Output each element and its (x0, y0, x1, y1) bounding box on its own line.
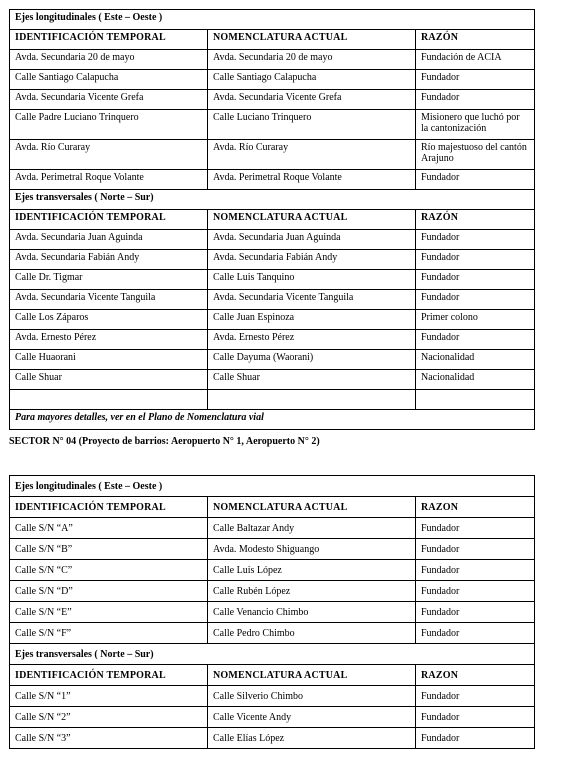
table2-body (10, 476, 535, 749)
table-row (10, 350, 535, 370)
header-row (10, 665, 535, 686)
cell-actual: Avda. Secundaria 20 de mayo (208, 50, 416, 70)
cell-razon: Nacionalidad (416, 370, 535, 390)
cell-actual: Avda. Modesto Shiguango (208, 539, 416, 560)
empty-cell (416, 390, 535, 410)
cell-actual: Avda. Secundaria Juan Aguinda (208, 230, 416, 250)
table1-body (10, 10, 535, 430)
table-row (10, 270, 535, 290)
cell-actual: Calle Santiago Calapucha (208, 70, 416, 90)
cell-temporal: Avda. Secundaria 20 de mayo (10, 50, 208, 70)
note-row (10, 410, 535, 430)
col-header-razon: RAZÓN (416, 210, 535, 230)
cell-razon: Fundación de ACIA (416, 50, 535, 70)
cell-temporal: Calle S/N “3” (10, 728, 208, 749)
table-row (10, 310, 535, 330)
section-row (10, 476, 535, 497)
header-row (10, 30, 535, 50)
cell-temporal: Avda. Perimetral Roque Volante (10, 170, 208, 190)
ew-section-title: Ejes longitudinales ( Este – Oeste ) (10, 476, 535, 497)
cell-razon: Fundador (416, 518, 535, 539)
cell-temporal: Calle S/N “F” (10, 623, 208, 644)
cell-temporal: Calle S/N “B” (10, 539, 208, 560)
cell-razon: Misionero que luchó por la cantonización (416, 110, 535, 140)
ns-section-title: Ejes transversales ( Norte – Sur) (10, 190, 535, 210)
cell-temporal: Calle Los Záparos (10, 310, 208, 330)
cell-temporal: Calle S/N “2” (10, 707, 208, 728)
cell-temporal: Calle S/N “E” (10, 602, 208, 623)
empty-cell (208, 390, 416, 410)
cell-razon: Fundador (416, 230, 535, 250)
table-row (10, 140, 535, 170)
cell-razon: Fundador (416, 330, 535, 350)
cell-temporal: Calle S/N “1” (10, 686, 208, 707)
table-row (10, 518, 535, 539)
cell-razon: Fundador (416, 560, 535, 581)
cell-razon: Fundador (416, 290, 535, 310)
table-row (10, 728, 535, 749)
table-row (10, 581, 535, 602)
cell-temporal: Avda. Río Curaray (10, 140, 208, 170)
cell-razon: Fundador (416, 250, 535, 270)
cell-razon: Fundador (416, 539, 535, 560)
table-row (10, 230, 535, 250)
col-header-nomenclatura: NOMENCLATURA ACTUAL (208, 30, 416, 50)
table-row (10, 370, 535, 390)
cell-razon: Fundador (416, 581, 535, 602)
cell-actual: Calle Luis Tanquino (208, 270, 416, 290)
cell-actual: Calle Luciano Trinquero (208, 110, 416, 140)
sector-heading: SECTOR N° 04 (Proyecto de barrios: Aeropuerto N° 1, Aeropuerto N° 2) (9, 436, 320, 447)
ns-section-title: Ejes transversales ( Norte – Sur) (10, 644, 535, 665)
cell-razon: Fundador (416, 623, 535, 644)
cell-temporal: Calle Huaorani (10, 350, 208, 370)
cell-temporal: Calle Padre Luciano Trinquero (10, 110, 208, 140)
cell-actual: Calle Venancio Chimbo (208, 602, 416, 623)
section-row (10, 644, 535, 665)
table-row (10, 290, 535, 310)
cell-temporal: Avda. Ernesto Pérez (10, 330, 208, 350)
col-header-nomenclatura: NOMENCLATURA ACTUAL (208, 210, 416, 230)
col-header-identificacion: IDENTIFICACIÓN TEMPORAL (10, 497, 208, 518)
col-header-nomenclatura: NOMENCLATURA ACTUAL (208, 497, 416, 518)
col-header-identificacion: IDENTIFICACIÓN TEMPORAL (10, 665, 208, 686)
cell-temporal: Calle Santiago Calapucha (10, 70, 208, 90)
cell-actual: Avda. Perimetral Roque Volante (208, 170, 416, 190)
section-row (10, 10, 535, 30)
section-row (10, 190, 535, 210)
table-row (10, 70, 535, 90)
table-row (10, 50, 535, 70)
cell-actual: Calle Juan Espinoza (208, 310, 416, 330)
table-row (10, 707, 535, 728)
cell-razon: Fundador (416, 170, 535, 190)
street-nomenclature-table-2 (9, 475, 535, 749)
cell-actual: Avda. Secundaria Vicente Tanguila (208, 290, 416, 310)
col-header-identificacion: IDENTIFICACIÓN TEMPORAL (10, 30, 208, 50)
cell-razon: Fundador (416, 686, 535, 707)
cell-actual: Calle Silverio Chimbo (208, 686, 416, 707)
cell-razon: Fundador (416, 707, 535, 728)
cell-razon: Nacionalidad (416, 350, 535, 370)
cell-temporal: Calle S/N “D” (10, 581, 208, 602)
col-header-identificacion: IDENTIFICACIÓN TEMPORAL (10, 210, 208, 230)
cell-actual: Avda. Secundaria Vicente Grefa (208, 90, 416, 110)
cell-actual: Avda. Ernesto Pérez (208, 330, 416, 350)
nomenclature-note: Para mayores detalles, ver en el Plano de Nomenclatura vial (10, 410, 535, 430)
ew-section-title: Ejes longitudinales ( Este – Oeste ) (10, 10, 535, 30)
cell-actual: Avda. Secundaria Fabián Andy (208, 250, 416, 270)
cell-actual: Calle Vicente Andy (208, 707, 416, 728)
header-row (10, 210, 535, 230)
cell-razon: Fundador (416, 70, 535, 90)
empty-cell (10, 390, 208, 410)
col-header-razon: RAZON (416, 497, 535, 518)
header-row (10, 497, 535, 518)
street-nomenclature-table-1 (9, 9, 535, 430)
cell-razon: Fundador (416, 602, 535, 623)
cell-temporal: Calle S/N “A” (10, 518, 208, 539)
cell-temporal: Calle Dr. Tigmar (10, 270, 208, 290)
col-header-nomenclatura: NOMENCLATURA ACTUAL (208, 665, 416, 686)
cell-temporal: Calle Shuar (10, 370, 208, 390)
cell-actual: Calle Rubén López (208, 581, 416, 602)
table-row (10, 539, 535, 560)
cell-razon: Río majestuoso del cantón Arajuno (416, 140, 535, 170)
table-row (10, 686, 535, 707)
cell-temporal: Avda. Secundaria Fabián Andy (10, 250, 208, 270)
cell-actual: Calle Baltazar Andy (208, 518, 416, 539)
table-row (10, 110, 535, 140)
table-row (10, 170, 535, 190)
col-header-razon: RAZÓN (416, 30, 535, 50)
cell-razon: Fundador (416, 728, 535, 749)
cell-actual: Calle Pedro Chimbo (208, 623, 416, 644)
cell-actual: Calle Shuar (208, 370, 416, 390)
cell-actual: Calle Luis López (208, 560, 416, 581)
cell-razon: Fundador (416, 90, 535, 110)
cell-actual: Calle Dayuma (Waorani) (208, 350, 416, 370)
table-row (10, 560, 535, 581)
cell-actual: Calle Elías López (208, 728, 416, 749)
table-row (10, 602, 535, 623)
cell-temporal: Avda. Secundaria Vicente Tanguila (10, 290, 208, 310)
empty-row (10, 390, 535, 410)
cell-temporal: Avda. Secundaria Juan Aguinda (10, 230, 208, 250)
table-row (10, 623, 535, 644)
cell-temporal: Avda. Secundaria Vicente Grefa (10, 90, 208, 110)
table-row (10, 330, 535, 350)
col-header-razon: RAZON (416, 665, 535, 686)
cell-actual: Avda. Río Curaray (208, 140, 416, 170)
cell-temporal: Calle S/N “C” (10, 560, 208, 581)
cell-razon: Primer colono (416, 310, 535, 330)
cell-razon: Fundador (416, 270, 535, 290)
table-row (10, 250, 535, 270)
table-row (10, 90, 535, 110)
